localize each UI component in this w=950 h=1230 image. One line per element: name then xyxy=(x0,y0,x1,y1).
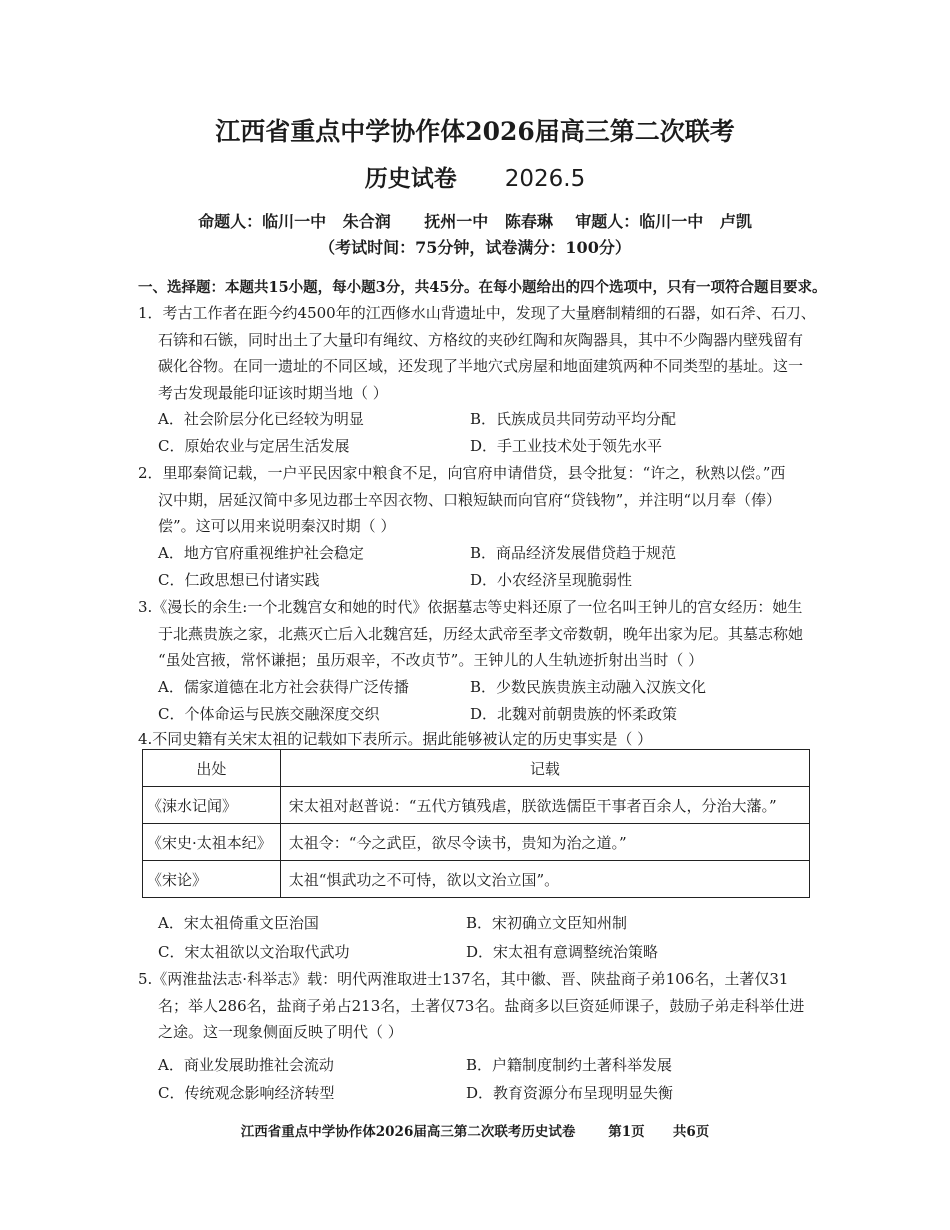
question-4-line-1: 4.不同史籍有关宋太祖的记载如下表所示。据此能够被认定的历史事实是（ ） xyxy=(138,730,653,748)
question-1-line-1: 1．考古工作者在距今约4500年的江西修水山背遗址中，发现了大量磨制精细的石器，如石斧、石刀、 xyxy=(138,304,816,322)
question-5-line-2: 名；举人286名，盐商子弟占213名，土著仅73名。盐商多以巨资延师课子，鼓励子弟走科举仕进 xyxy=(158,996,805,1015)
question-2-line-2: 汉中期，居延汉简中多见边郡士卒因衣物、口粮短缺而向官府“贷钱物”，并注明“以月奉（俸） xyxy=(158,490,782,509)
question-1-line-3: 碳化谷物。在同一遗址的不同区域，还发现了半地穴式房屋和地面建筑两种不同类型的基址。这一 xyxy=(158,357,804,375)
question-5-line-1: 5.《两淮盐法志·科举志》载：明代两淮取进士137名，其中徽、晋、陕盐商子弟106名，土著仅31 xyxy=(138,970,789,988)
table-row xyxy=(143,787,810,824)
question-1-line-2: 石锛和石镞，同时出土了大量印有绳纹、方格纹的夹砂红陶和灰陶器具，其中不少陶器内壁残留有 xyxy=(158,330,804,349)
table-header-source: 出处 xyxy=(143,750,281,787)
table-cell-source: 《宋论》 xyxy=(143,861,281,898)
question-2-option-c: C．仁政思想已付诸实践 xyxy=(158,571,320,589)
question-1-option-d: D．手工业技术处于领先水平 xyxy=(470,437,663,455)
question-2-line-3: 偿”。这可以用来说明秦汉时期（ ） xyxy=(158,517,396,535)
history-records-table xyxy=(142,749,810,898)
question-2-option-d: D．小农经济呈现脆弱性 xyxy=(470,571,633,589)
page-footer: 江西省重点中学协作体2026届高三第二次联考历史试卷 第1页 共6页 xyxy=(240,1124,710,1140)
table-header-row xyxy=(143,750,810,787)
table-cell-record: 太祖“惧武功之不可恃，欲以文治立国”。 xyxy=(280,861,809,898)
exam-title: 江西省重点中学协作体2026届高三第二次联考 xyxy=(215,117,735,146)
question-3-option-a: A．儒家道德在北方社会获得广泛传播 xyxy=(158,678,409,696)
question-1 xyxy=(138,300,828,406)
question-1-option-c: C．原始农业与定居生活发展 xyxy=(158,437,350,455)
question-2-option-a: A．地方官府重视维护社会稳定 xyxy=(158,544,364,562)
exam-info: （考试时间：75分钟，试卷满分：100分） xyxy=(319,238,631,257)
authors-line: 命题人：临川一中 朱合润 抚州一中 陈春琳 审题人：临川一中 卢凯 xyxy=(198,212,752,231)
question-1-option-b: B．氏族成员共同劳动平均分配 xyxy=(470,410,677,428)
question-3-line-1: 3.《漫长的余生:一个北魏宫女和她的时代》依据墓志等史料还原了一位名叫王钟儿的宫女经历：她生 xyxy=(138,598,803,616)
question-4-option-a: A．宋太祖倚重文臣治国 xyxy=(158,914,319,932)
question-3-option-d: D．北魏对前朝贵族的怀柔政策 xyxy=(470,705,678,723)
question-1-option-a: A．社会阶层分化已经较为明显 xyxy=(158,410,364,428)
table-row xyxy=(143,861,810,898)
question-3 xyxy=(138,598,838,674)
question-5-option-c: C．传统观念影响经济转型 xyxy=(158,1084,335,1102)
question-4-option-b: B．宋初确立文臣知州制 xyxy=(466,914,628,932)
question-1-line-4: 考古发现最能印证该时期当地（ ） xyxy=(158,383,388,402)
table-cell-source: 《涑水记闻》 xyxy=(143,787,281,824)
section-heading: 一、选择题：本题共15小题，每小题3分，共45分。在每小题给出的四个选项中，只有一项符合题目要求。 xyxy=(138,279,827,296)
question-3-option-c: C．个体命运与民族交融深度交织 xyxy=(158,705,380,723)
exam-date: 2026.5 xyxy=(504,166,586,192)
table-header-record: 记载 xyxy=(280,750,809,787)
table-cell-record: 太祖令：“今之武臣，欲尽令读书，贵知为治之道。” xyxy=(280,824,809,861)
question-2 xyxy=(138,460,828,540)
question-5-option-d: D．教育资源分布呈现明显失衡 xyxy=(466,1084,674,1102)
question-5-option-a: A．商业发展助推社会流动 xyxy=(158,1056,334,1074)
question-3-line-2: 于北燕贵族之家，北燕灭亡后入北魏宫廷，历经太武帝至孝文帝数朝，晚年出家为尼。其墓志称她 xyxy=(158,624,804,643)
question-5 xyxy=(138,966,828,1046)
question-2-line-1: 2．里耶秦简记载，一户平民因家中粮食不足，向官府申请借贷，县令批复：“许之，秋熟以偿。”西 xyxy=(138,464,786,482)
question-3-option-b: B．少数民族贵族主动融入汉族文化 xyxy=(470,678,707,696)
question-4-option-c: C．宋太祖欲以文治取代武功 xyxy=(158,943,350,961)
exam-subtitle xyxy=(0,160,950,193)
subject-label: 历史试卷 xyxy=(364,165,457,192)
table-cell-record: 宋太祖对赵普说：“五代方镇残虐，朕欲选儒臣干事者百余人，分治大藩。” xyxy=(280,787,809,824)
question-4-option-d: D．宋太祖有意调整统治策略 xyxy=(466,943,659,961)
question-2-option-b: B．商品经济发展借贷趋于规范 xyxy=(470,544,677,562)
table-cell-source: 《宋史·太祖本纪》 xyxy=(143,824,281,861)
question-5-line-3: 之途。这一现象侧面反映了明代（ ） xyxy=(158,1023,403,1041)
question-5-option-b: B．户籍制度制约土著科举发展 xyxy=(466,1056,673,1074)
question-3-line-3: “虽处宫掖，常怀谦挹；虽历艰辛，不改贞节”。王钟儿的人生轨迹折射出当时（ ） xyxy=(158,651,704,669)
table-row xyxy=(143,824,810,861)
